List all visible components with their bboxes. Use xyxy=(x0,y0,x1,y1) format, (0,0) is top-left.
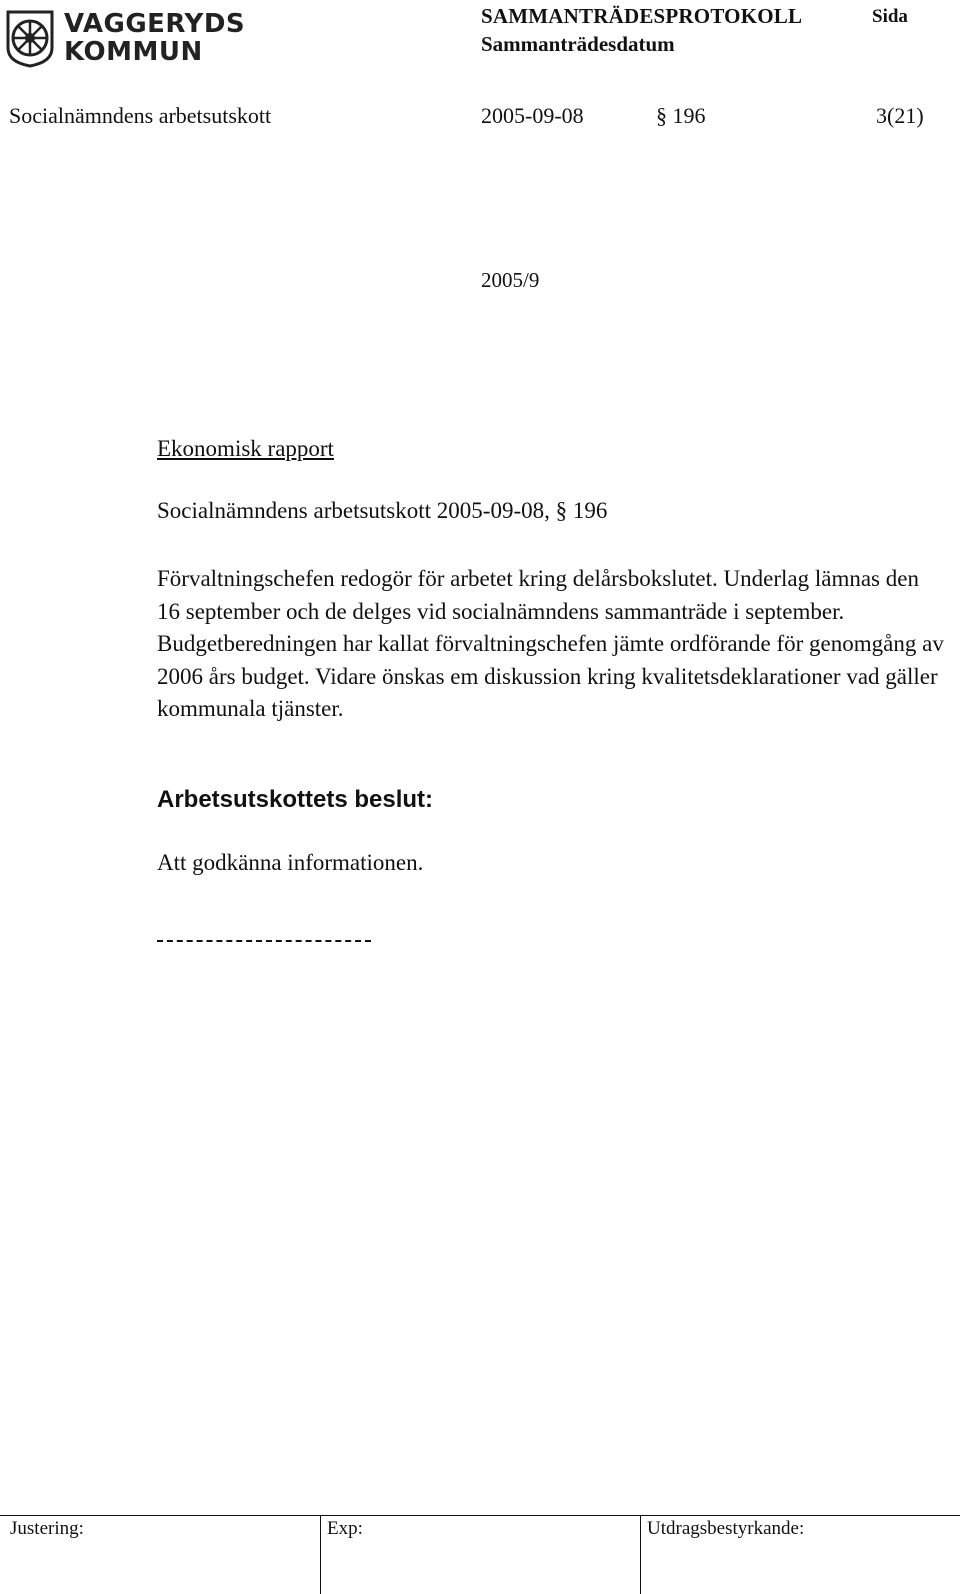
utdragsbestyrkande-field: Utdragsbestyrkande: xyxy=(640,1516,960,1594)
case-number: 2005/9 xyxy=(481,268,540,292)
logo-line-2: KOMMUN xyxy=(64,37,203,67)
municipality-logo xyxy=(4,8,254,70)
municipal-seal-icon xyxy=(4,8,56,68)
decision-text: Att godkänna informationen. xyxy=(157,850,424,875)
separator-line xyxy=(157,940,371,942)
page-label: Sida xyxy=(872,6,908,27)
meeting-date: 2005-09-08 xyxy=(481,103,584,128)
body-text xyxy=(157,563,947,726)
protocol-title: SAMMANTRÄDESPROTOKOLL xyxy=(481,4,803,28)
meeting-date-label: Sammanträdesdatum xyxy=(481,32,675,56)
logo-line-1: VAGGERYDS xyxy=(64,9,246,39)
decision-heading: Arbetsutskottets beslut: xyxy=(157,786,434,813)
logo-wordmark xyxy=(64,10,245,66)
paragraph-1: Förvaltningschefen redogör för arbetet kring delårsbokslutet. Underlag lämnas den 16 september och de delges vid socialnämndens sammanträde i september. xyxy=(157,566,919,624)
signature-footer xyxy=(0,1515,960,1594)
section-heading: Ekonomisk rapport xyxy=(157,436,334,461)
exp-field: Exp: xyxy=(320,1516,640,1594)
justering-field: Justering: xyxy=(10,1518,84,1539)
organ-name: Socialnämndens arbetsutskott xyxy=(9,103,272,128)
paragraph-2: Budgetberedningen har kallat förvaltningschefen jämte ordförande för genomgång av 2006 års budget. Vidare önskas em diskussion kring kvalitetsdeklarationer vad gäller kommunala tjänster. xyxy=(157,631,944,721)
reference-line: Socialnämndens arbetsutskott 2005-09-08, § 196 xyxy=(157,498,608,523)
page-number: 3(21) xyxy=(876,103,924,128)
paragraph-number: § 196 xyxy=(656,103,706,128)
